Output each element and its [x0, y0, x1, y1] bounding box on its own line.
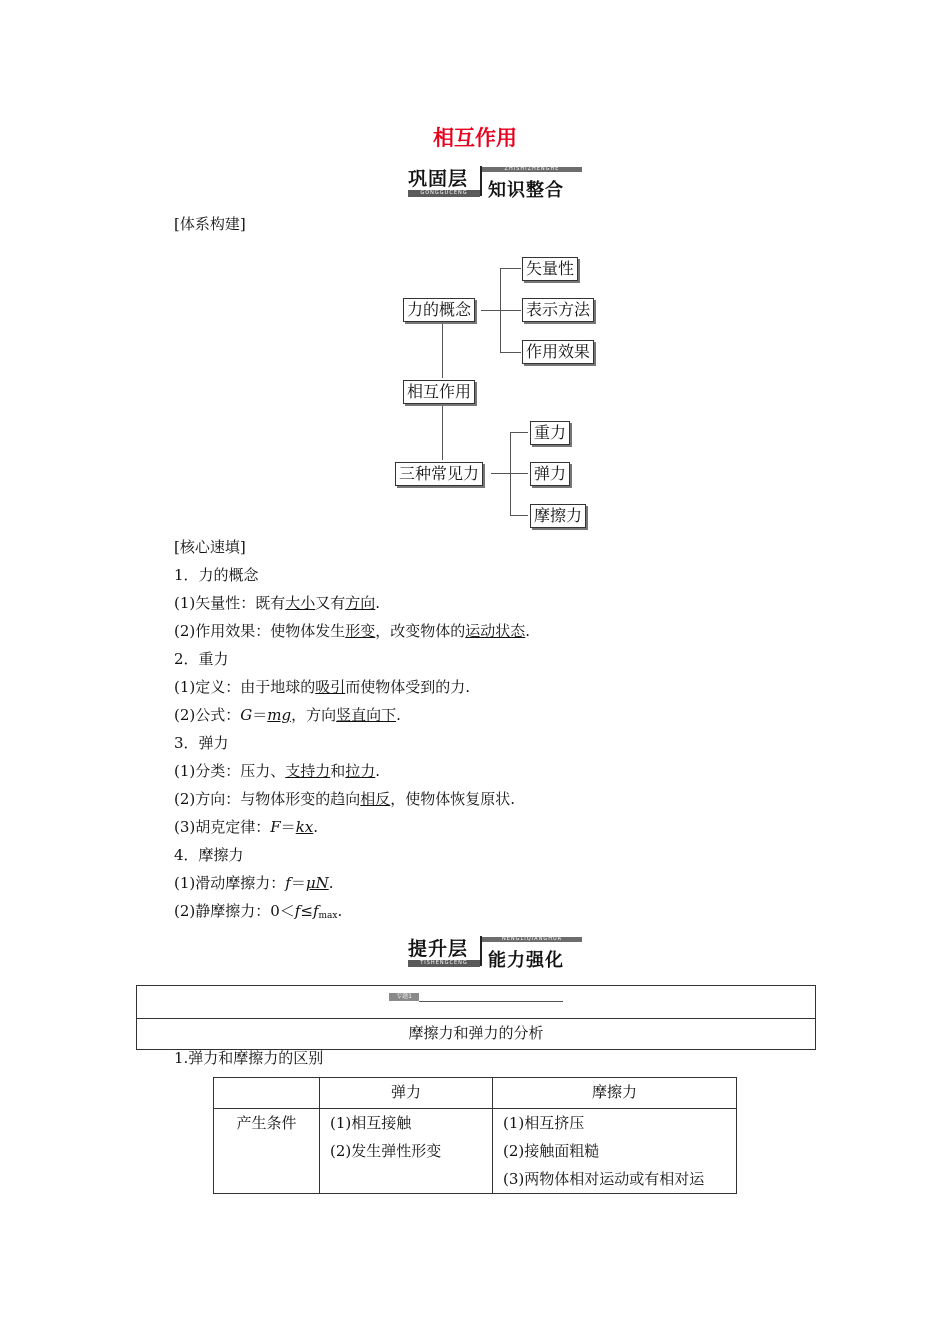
- point-line: (2)公式：G＝mg，方向竖直向下.: [174, 706, 401, 724]
- connector: [510, 432, 528, 433]
- answer: 相反: [360, 790, 391, 808]
- connector: [500, 352, 521, 353]
- connector: [491, 473, 511, 474]
- diagram-node-forces: 三种常见力: [395, 462, 483, 486]
- page-title: 相互作用: [433, 126, 517, 150]
- diagram-node-representation: 表示方法: [522, 298, 594, 322]
- answer: 拉力: [345, 762, 376, 780]
- diagram-node-gravity: 重力: [530, 421, 570, 445]
- diagram-node-vector: 矢量性: [522, 257, 578, 281]
- banner-pinyin-top: ZHISHIZHENGHE: [482, 167, 582, 172]
- diagram-node-elastic: 弹力: [530, 462, 570, 486]
- answer: 方向: [345, 594, 376, 612]
- connector: [510, 515, 528, 516]
- point-line: (2)方向：与物体形变的趋向相反，使物体恢复原状.: [174, 790, 516, 808]
- point-title: 3．弹力: [174, 734, 229, 752]
- point-title: 4．摩擦力: [174, 846, 244, 864]
- diagram-node-friction: 摩擦力: [530, 504, 586, 528]
- topic-title: 摩擦力和弹力的分析: [408, 1024, 544, 1042]
- answer: 形变: [345, 622, 376, 640]
- diagram-node-effect: 作用效果: [522, 340, 594, 364]
- topic-tag-line: [419, 1001, 563, 1002]
- table-header-cell: 摩擦力: [493, 1078, 737, 1109]
- connector: [442, 404, 443, 460]
- connector: [510, 432, 511, 516]
- point-line: (2)作用效果：使物体发生形变，改变物体的运动状态.: [174, 622, 531, 640]
- point-title: 1．力的概念: [174, 566, 259, 584]
- answer: 竖直向下: [336, 706, 397, 724]
- table-header-row: [214, 1078, 737, 1109]
- point-line: (1)矢量性：既有大小又有方向.: [174, 594, 381, 612]
- connector: [500, 310, 521, 311]
- point-line: (1)定义：由于地球的吸引而使物体受到的力.: [174, 678, 471, 696]
- topic-box: [136, 985, 816, 1050]
- section-label-core: [核心速填]: [174, 538, 246, 556]
- banner-main: 提升层: [408, 938, 469, 960]
- table-header-cell: 弹力: [320, 1078, 493, 1109]
- table-row: [214, 1109, 737, 1194]
- answer: 吸引: [315, 678, 346, 696]
- connector: [442, 322, 443, 378]
- diagram-node-concept: 力的概念: [403, 298, 475, 322]
- point-line: (1)滑动摩擦力：f＝μN.: [174, 874, 334, 892]
- table-cell-friction: (1)相互挤压 (2)接触面粗糙 (3)两物体相对运动或有相对运: [493, 1109, 737, 1194]
- banner-main: 巩固层: [408, 168, 469, 190]
- banner-pinyin-top: NENGLIQIANGHUA: [482, 937, 582, 942]
- diagram-node-interaction: 相互作用: [403, 380, 475, 404]
- answer: 运动状态: [465, 622, 526, 640]
- banner-sub: 知识整合: [488, 180, 564, 201]
- answer: kx: [295, 818, 314, 836]
- comparison-table: [213, 1077, 737, 1194]
- answer: 支持力: [285, 762, 331, 780]
- section-banner-improvement: [408, 932, 588, 972]
- answer: 大小: [285, 594, 316, 612]
- core-points: [174, 561, 530, 930]
- point-title: 2．重力: [174, 650, 229, 668]
- table-row-label: 产生条件: [214, 1109, 320, 1194]
- table-header-cell: [214, 1078, 320, 1109]
- banner-pinyin-bottom: GONGGUCENG: [408, 190, 480, 197]
- connector: [510, 473, 528, 474]
- table-cell-elastic: (1)相互接触 (2)发生弹性形变: [320, 1109, 493, 1194]
- point-line: (3)胡克定律：F＝kx.: [174, 818, 319, 836]
- connector: [481, 310, 501, 311]
- connector: [500, 268, 521, 269]
- point-line: (1)分类：压力、支持力和拉力.: [174, 762, 381, 780]
- answer: mg: [267, 706, 292, 724]
- banner-pinyin-bottom: TISHENGCENG: [408, 960, 480, 967]
- point-line: (2)静摩擦力：0＜f≤fmax.: [174, 902, 343, 921]
- section-banner-consolidation: [408, 162, 588, 202]
- subsection-heading: 1.弹力和摩擦力的区别: [174, 1049, 324, 1067]
- answer: μN: [305, 874, 329, 892]
- section-label-structure: [体系构建]: [174, 215, 246, 233]
- banner-sub: 能力强化: [488, 950, 564, 971]
- topic-tag: 专题1: [389, 993, 419, 1001]
